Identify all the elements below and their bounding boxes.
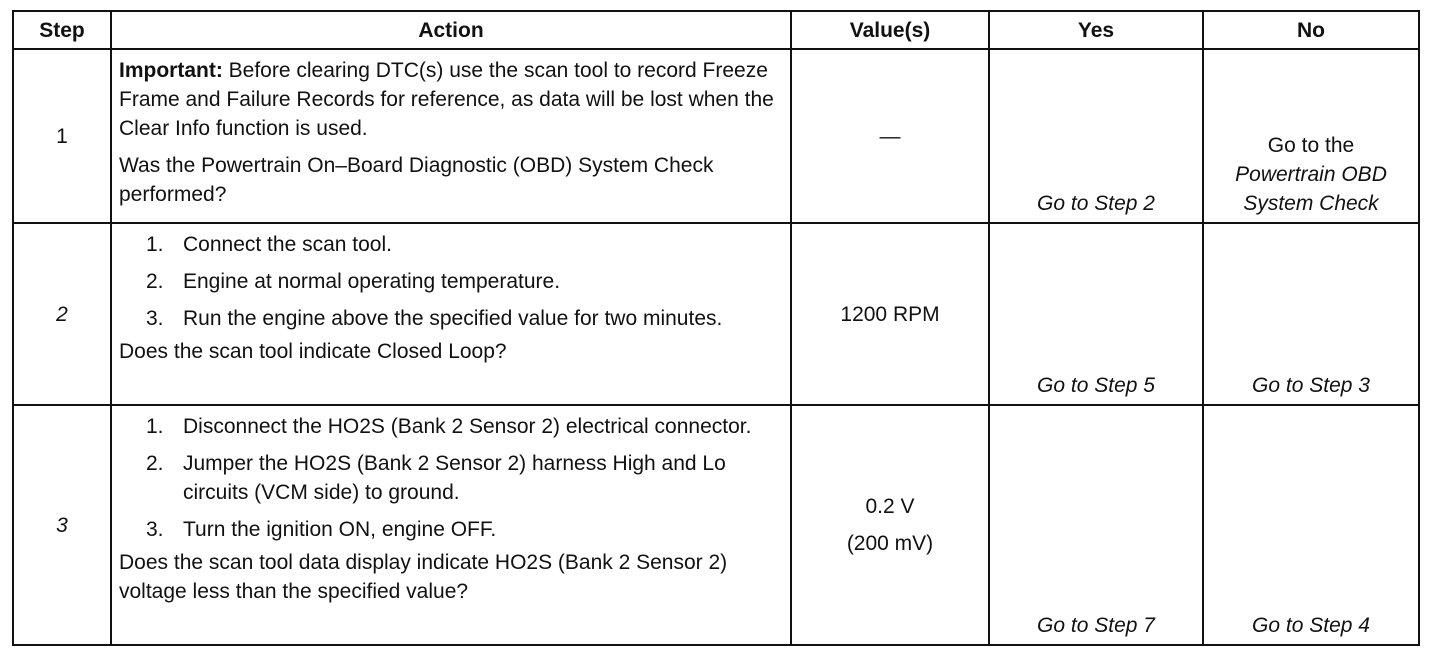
step-number: 2 [13, 223, 111, 405]
header-yes: Yes [989, 11, 1203, 49]
header-no: No [1203, 11, 1419, 49]
step-number: 3 [13, 405, 111, 645]
yes-cell: Go to Step 7 [989, 405, 1203, 645]
list-item: 2. Jumper the HO2S (Bank 2 Sensor 2) harness High and Lo circuits (VCM side) to ground. [146, 452, 726, 504]
action-question: Does the scan tool indicate Closed Loop? [119, 340, 507, 363]
yes-cell: Go to Step 2 [989, 49, 1203, 223]
important-text: Before clearing DTC(s) use the scan tool to record Freeze Frame and Failure Records for reference, as data will be lost when the Clear Info function is used. [119, 59, 774, 140]
important-note [119, 56, 782, 143]
list-item: 1. Connect the scan tool. [146, 233, 392, 256]
list-item: 3. Run the engine above the specified value for two minutes. [146, 307, 723, 330]
action-cell [111, 223, 791, 405]
table-row [13, 405, 1419, 645]
action-cell [111, 405, 791, 645]
list-item: 1. Disconnect the HO2S (Bank 2 Sensor 2) electrical connector. [146, 415, 752, 438]
value-line: 0.2 V [865, 495, 915, 518]
header-step: Step [13, 11, 111, 49]
yes-cell: Go to Step 5 [989, 223, 1203, 405]
action-list [119, 230, 782, 333]
no-cell [1203, 49, 1419, 223]
table-row [13, 49, 1419, 223]
action-question: Was the Powertrain On–Board Diagnostic (OBD) System Check performed? [119, 154, 714, 206]
value-cell: — [791, 49, 989, 223]
action-question: Does the scan tool data display indicate HO2S (Bank 2 Sensor 2) voltage less than the specified value? [119, 551, 728, 603]
value-cell [791, 405, 989, 645]
table-row [13, 223, 1419, 405]
header-row [13, 11, 1419, 49]
action-cell [111, 49, 791, 223]
diagnostic-table [12, 10, 1420, 646]
action-list [119, 412, 782, 544]
list-item: 3. Turn the ignition ON, engine OFF. [146, 518, 497, 541]
value-line: (200 mV) [846, 532, 934, 555]
important-label: Important: [119, 59, 223, 82]
header-action: Action [111, 11, 791, 49]
no-prefix: Go to the [1267, 134, 1355, 157]
value-cell: 1200 RPM [791, 223, 989, 405]
no-cell: Go to Step 4 [1203, 405, 1419, 645]
list-item: 2. Engine at normal operating temperature. [146, 270, 561, 293]
no-cell: Go to Step 3 [1203, 223, 1419, 405]
step-number: 1 [13, 49, 111, 223]
no-link: Powertrain OBD System Check [1235, 163, 1387, 215]
header-values: Value(s) [791, 11, 989, 49]
